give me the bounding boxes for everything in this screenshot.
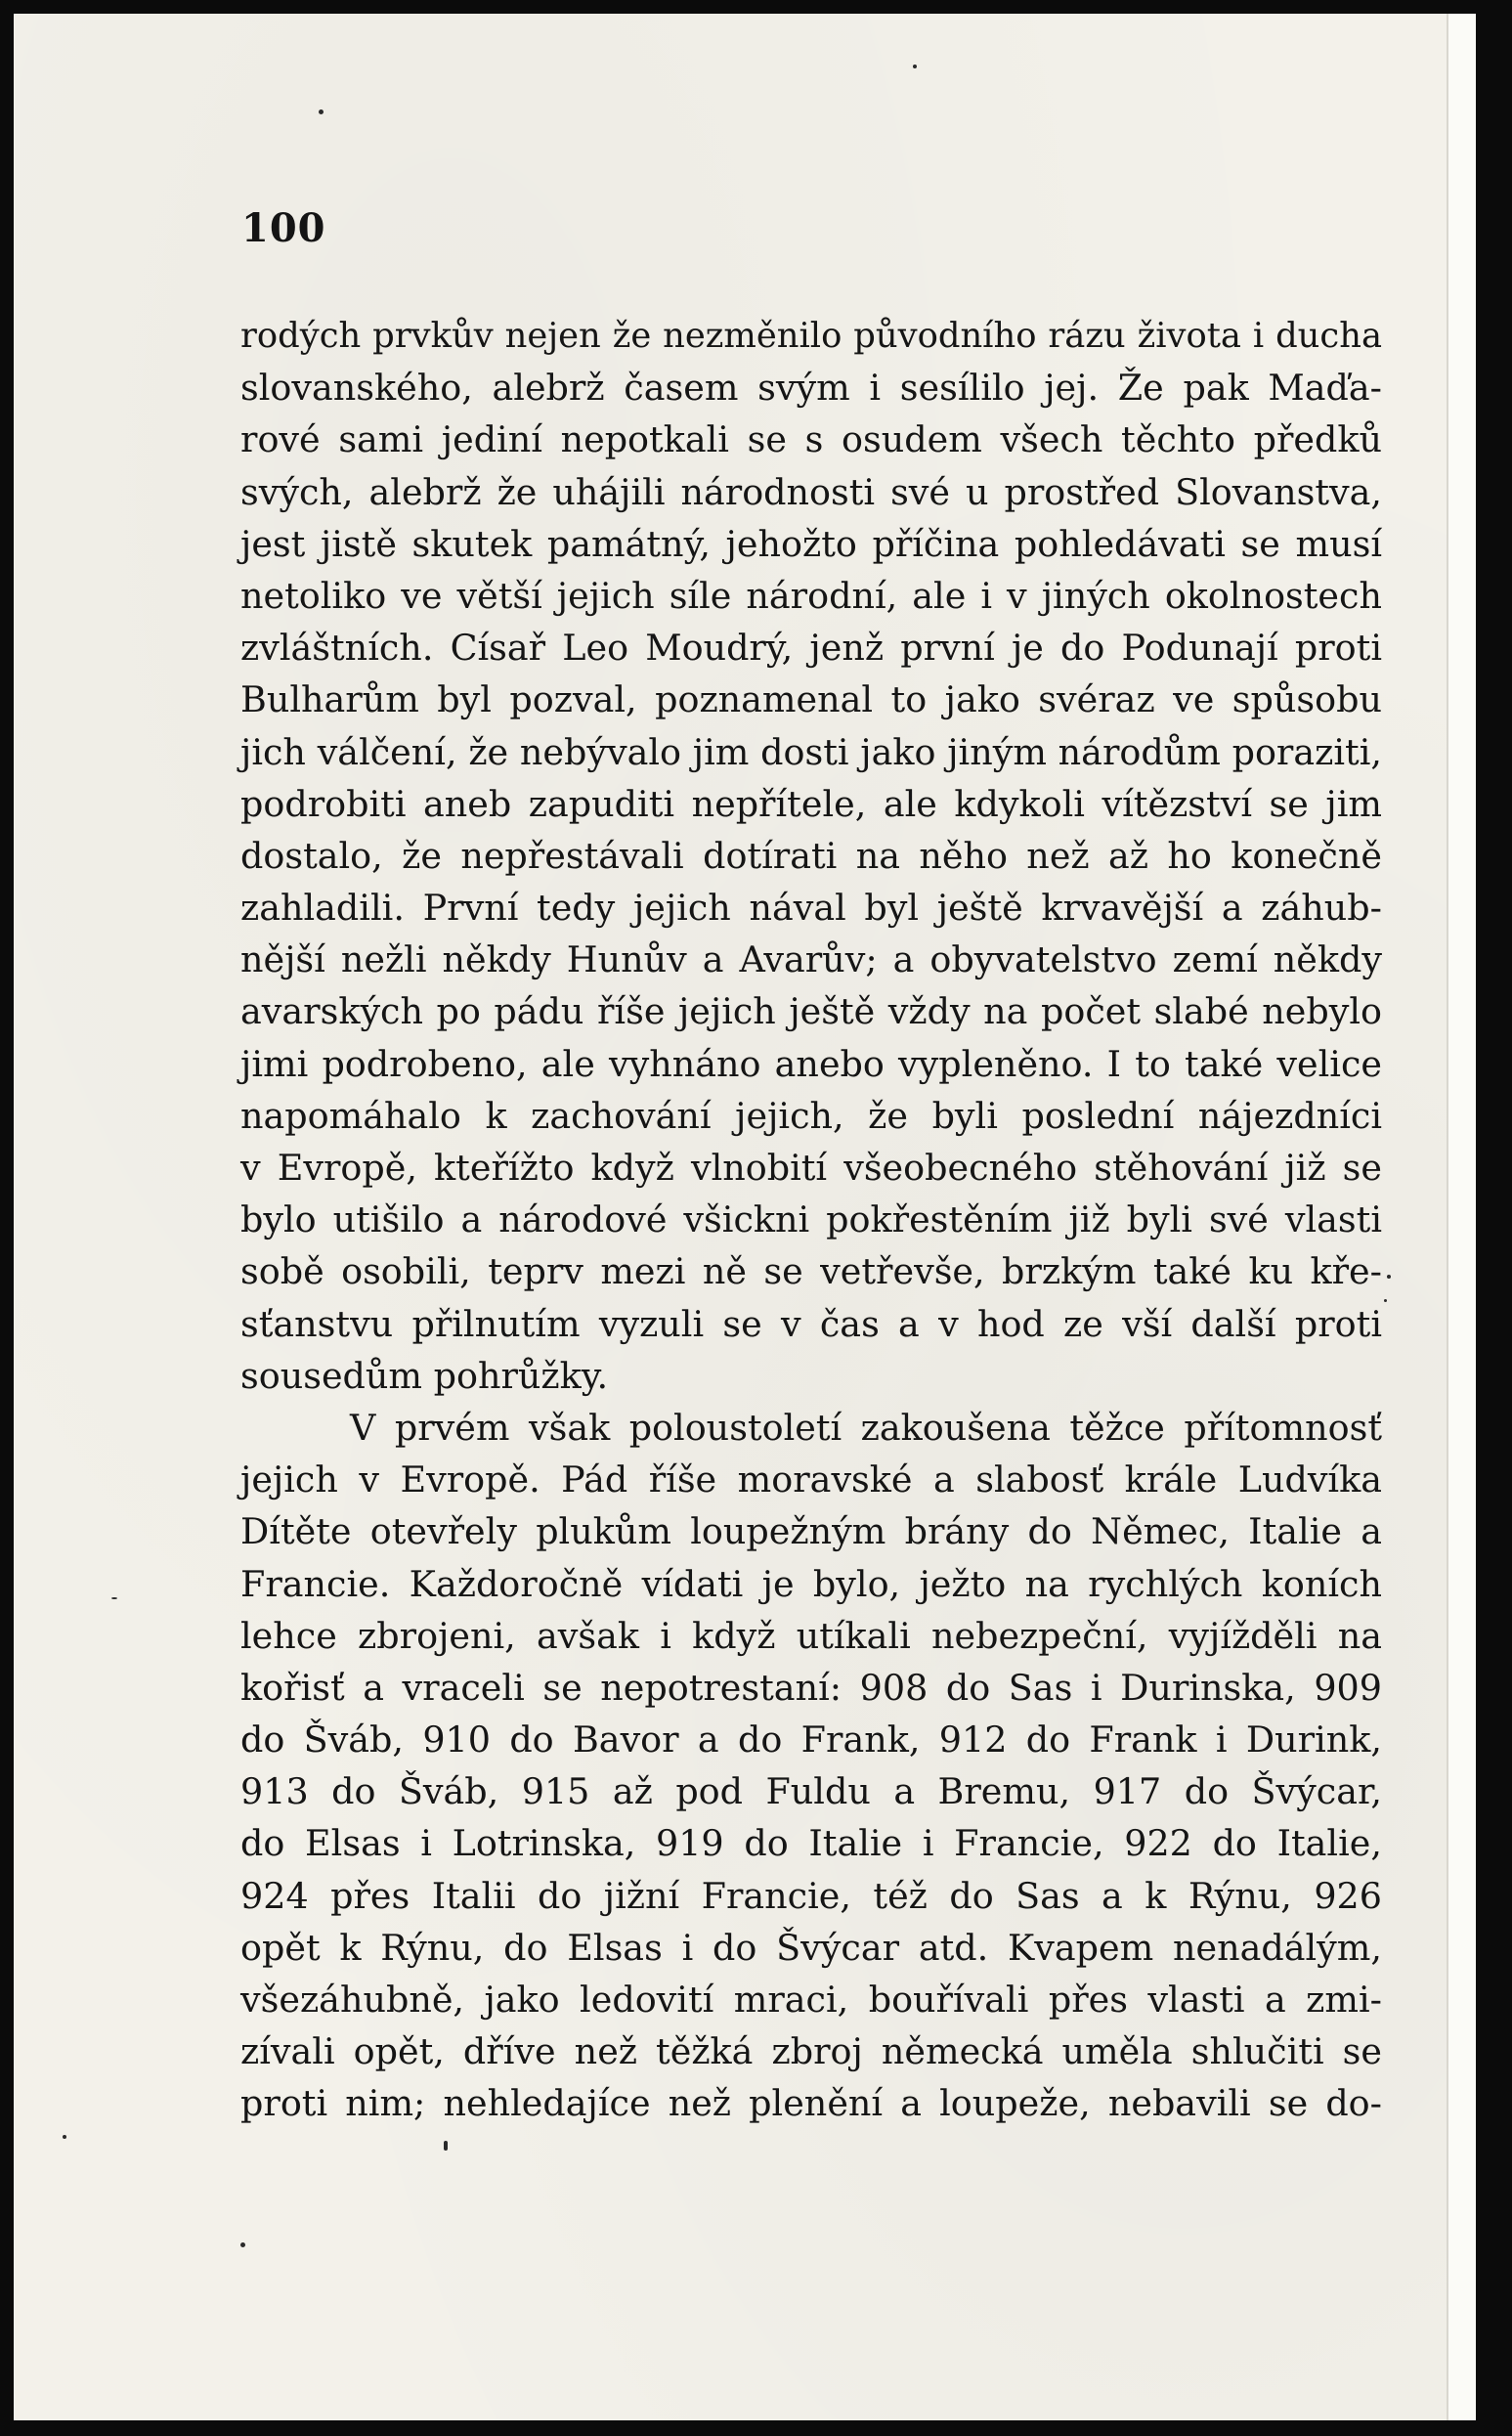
text-line: nější nežli někdy Hunův a Avarův; a obyvatelstvo zemí někdy: [240, 938, 1382, 981]
text-line: zahladili. První tedy jejich nával byl ještě krvavější a záhub-: [240, 887, 1382, 930]
text-line: svých, alebrž že uhájili národnosti své u prostřed Slovanstva,: [240, 470, 1382, 513]
text-line: slovanského, alebrž časem svým i sesílilo jej. Že pak Maďa-: [240, 367, 1382, 410]
text-line: rodých prvkův nejen že nezměnilo původního rázu života i ducha: [240, 316, 1382, 356]
text-line: sťanstvu přilnutím vyzuli se v čas a v hod ze vší další proti: [240, 1302, 1382, 1345]
text-line: 924 přes Italii do jižní Francie, též do Sas a k Rýnu, 926: [240, 1874, 1382, 1917]
dust-speck: [319, 109, 324, 114]
text-line: jich válčení, že nebývalo jim dosti jako jiným národům poraziti,: [240, 730, 1382, 773]
text-line: kořisť a vraceli se nepotrestaní: 908 do Sas i Durinska, 909: [240, 1666, 1382, 1709]
page-number: 100: [241, 205, 326, 251]
text-line: dostalo, že nepřestávali dotírati na něho než až ho konečně: [240, 834, 1382, 877]
text-line: v Evropě, kteřížto když vlnobití všeobecného stěhování již se: [240, 1147, 1382, 1189]
dust-speck: [240, 2242, 245, 2247]
text-line: rové sami jediní nepotkali se s osudem všech těchto předků: [240, 418, 1382, 461]
text-line: bylo utišilo a národové všickni pokřestěním již byli své vlasti: [240, 1198, 1382, 1241]
text-line: podrobiti aneb zapuditi nepřítele, ale kdykoli vítězství se jim: [240, 782, 1382, 825]
text-line: jejich v Evropě. Pád říše moravské a slabosť krále Ludvíka: [240, 1458, 1382, 1501]
text-line: jest jistě skutek památný, jehožto příčina pohledávati se musí: [240, 522, 1382, 565]
text-line: Dítěte otevřely plukům loupežným brány do Němec, Italie a: [240, 1510, 1382, 1553]
dust-speck: [111, 1597, 117, 1599]
dust-speck: [913, 65, 917, 68]
text-line: Bulharům byl pozval, poznamenal to jako svéraz ve spůsobu: [240, 678, 1382, 721]
dust-speck: [1387, 1275, 1391, 1279]
text-line: 913 do Šváb, 915 až pod Fuldu a Bremu, 917 do Švýcar,: [240, 1770, 1382, 1813]
text-line: napomáhalo k zachování jejich, že byli poslední nájezdníci: [240, 1094, 1382, 1137]
page-edge-strip: [1447, 14, 1476, 2420]
text-line: všezáhubně, jako ledovití mraci, bouřívali přes vlasti a zmi-: [240, 1979, 1382, 2021]
paragraph-first-line: V prvém však poloustoletí zakoušena těžce přítomnosť: [350, 1406, 1382, 1449]
book-page: [14, 14, 1476, 2420]
text-line: lehce zbrojeni, avšak i když utíkali nebezpeční, vyjížděli na: [240, 1614, 1382, 1657]
text-line: zívali opět, dříve než těžká zbroj německá uměla shlučiti se: [240, 2030, 1382, 2073]
text-line: opět k Rýnu, do Elsas i do Švýcar atd. Kvapem nenadálým,: [240, 1926, 1382, 1969]
body-text: [240, 310, 1382, 2130]
text-line: netoliko ve větší jejich síle národní, ale i v jiných okolnostech: [240, 574, 1382, 617]
text-line: sobě osobili, teprv mezi ně se vetřevše, brzkým také ku kře-: [240, 1250, 1382, 1293]
dust-speck: [63, 2135, 66, 2139]
text-line: sousedům pohrůžky.: [240, 1354, 609, 1397]
text-line: do Šváb, 910 do Bavor a do Frank, 912 do Frank i Durink,: [240, 1718, 1382, 1762]
text-line: proti nim; nehledajíce než plenění a loupeže, nebavili se do-: [240, 2082, 1382, 2125]
text-line: jimi podrobeno, ale vyhnáno anebo vypleněno. I to také velice: [240, 1042, 1382, 1085]
dust-speck: [1384, 1299, 1387, 1302]
text-line: zvláštních. Císař Leo Moudrý, jenž první je do Podunají proti: [240, 627, 1382, 670]
dust-speck: [444, 2141, 448, 2151]
text-line: Francie. Každoročně vídati je bylo, ježto na rychlých koních: [240, 1562, 1382, 1605]
text-line: do Elsas i Lotrinska, 919 do Italie i Francie, 922 do Italie,: [240, 1822, 1382, 1865]
text-line: avarských po pádu říše jejich ještě vždy na počet slabé nebylo: [240, 990, 1382, 1033]
